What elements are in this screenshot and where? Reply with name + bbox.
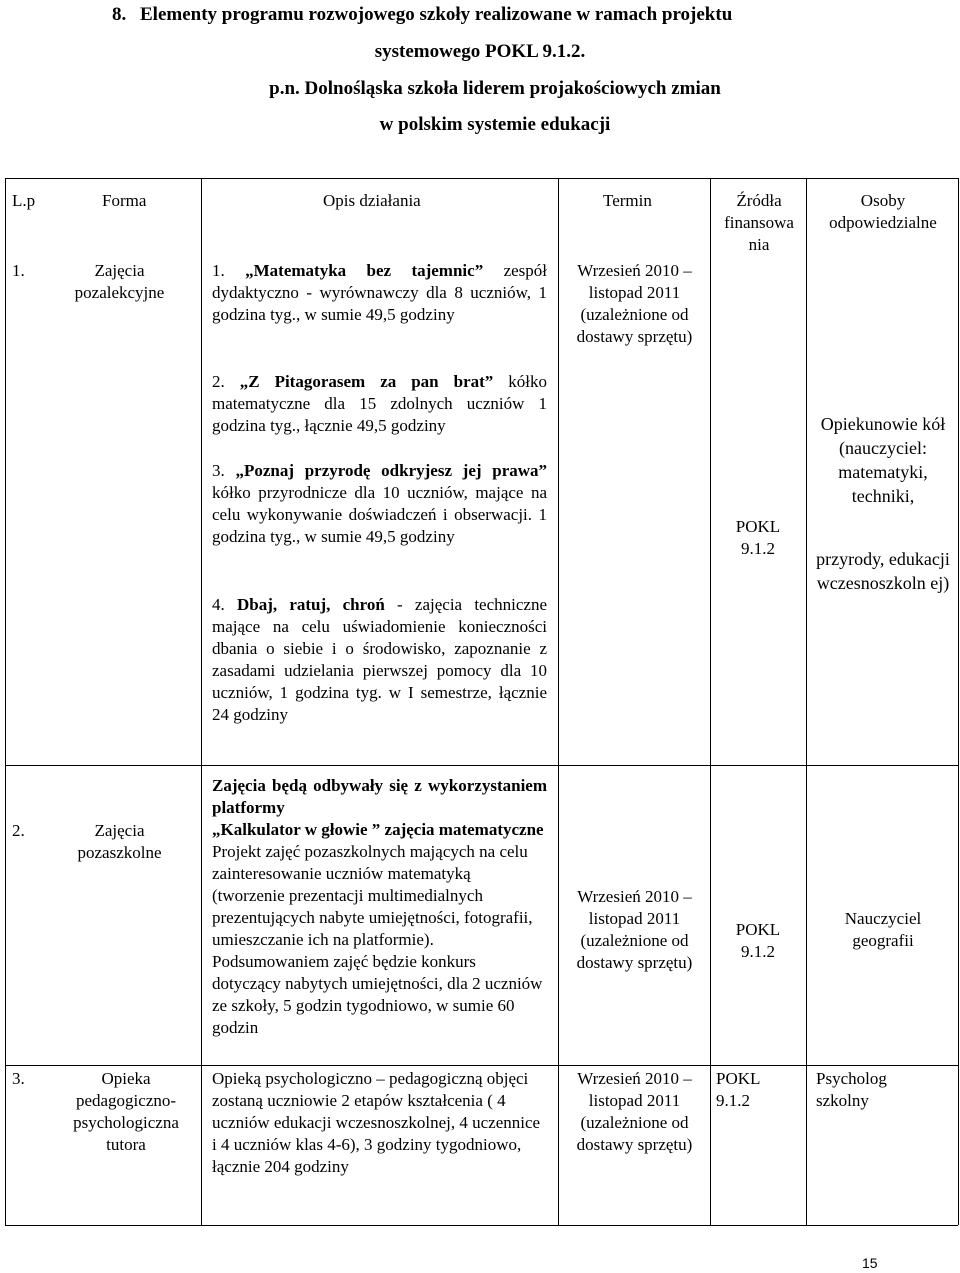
item-number: 1. bbox=[212, 261, 225, 280]
table-right-border bbox=[958, 178, 959, 1225]
row1-separator bbox=[5, 765, 958, 766]
section-number: 8. bbox=[112, 4, 127, 25]
row1-osoby-part1: Opiekunowie kół (nauczyciel: matematyki, techniki, bbox=[820, 414, 946, 506]
row2-separator bbox=[5, 1065, 958, 1066]
col-divider-osoby bbox=[806, 178, 807, 1225]
row2-osoby: Nauczyciel geografii bbox=[844, 909, 922, 950]
row3-forma: Opieka pedagogiczno-psychologiczna tutora bbox=[73, 1069, 179, 1154]
header-lp: L.p bbox=[12, 191, 36, 210]
item-text: kółko matematyczne dla 15 zdolnych uczniów 1 godzina tyg., łącznie 49,5 godziny bbox=[212, 372, 548, 435]
table-bottom-border bbox=[5, 1225, 958, 1226]
item-title: „Z Pitagorasem za pan brat” bbox=[239, 372, 494, 391]
row1-osoby-part2: przyrody, edukacji wczesnoszkoln ej) bbox=[816, 549, 950, 593]
row3-lp: 3. bbox=[12, 1069, 25, 1088]
section-title-line-3: p.n. Dolnośląska szkoła liderem projakościowych zmian bbox=[269, 78, 721, 99]
item-text: kółko przyrodnicze dla 10 uczniów, mające na celu wykonywanie doświadczeń i obserwacji. 1 godzina tyg., w sumie 49,5 godziny bbox=[212, 483, 547, 546]
item-title: Dbaj, ratuj, chroń bbox=[236, 595, 385, 614]
row2-description bbox=[212, 775, 547, 1039]
table-top-border bbox=[5, 178, 958, 179]
header-opis: Opis działania bbox=[323, 191, 421, 210]
row3-termin: Wrzesień 2010 – listopad 2011 (uzależnione od dostawy sprzętu) bbox=[576, 1069, 693, 1154]
row1-termin: Wrzesień 2010 – listopad 2011 (uzależnione od dostawy sprzętu) bbox=[576, 261, 693, 346]
item-title: „Matematyka bez tajemnic” bbox=[245, 261, 484, 280]
item-number: 2. bbox=[212, 372, 225, 391]
section-title-line-2: systemowego POKL 9.1.2. bbox=[374, 41, 586, 62]
row1-zrodla: POKL 9.1.2 bbox=[735, 517, 781, 558]
row2-termin: Wrzesień 2010 – listopad 2011 (uzależnione od dostawy sprzętu) bbox=[576, 887, 693, 972]
row2-forma: Zajęcia pozaszkolne bbox=[77, 821, 162, 862]
header-termin: Termin bbox=[603, 191, 652, 210]
col-divider-termin bbox=[558, 178, 559, 1225]
item-title: „Poznaj przyrodę odkryjesz jej prawa” bbox=[235, 461, 548, 480]
row1-item-4 bbox=[212, 594, 547, 726]
section-title-line-4: w polskim systemie edukacji bbox=[379, 114, 611, 135]
row3-osoby: Psycholog szkolny bbox=[816, 1069, 887, 1110]
row1-item-1 bbox=[212, 260, 547, 326]
page-number: 15 bbox=[862, 1255, 878, 1271]
row2-lp: 2. bbox=[12, 821, 25, 840]
row1-item-3 bbox=[212, 460, 547, 548]
row2-intro: Zajęcia będą odbywały się z wykorzystaniem platformy bbox=[212, 776, 547, 817]
row1-forma: Zajęcia pozalekcyjne bbox=[74, 261, 165, 302]
table-left-border bbox=[5, 178, 6, 1225]
row2-text: Projekt zajęć pozaszkolnych mających na celu zainteresowanie uczniów matematyką (tworzenie prezentacji multimedialnych prezentujących nabyte umiejętności, fotografii, umieszczanie ich na platformie). Podsumowaniem zajęć będzie konkurs dotyczący nabytych umiejętności, dla 2 uczniów ze szkoły, 5 godzin tygodniowo, w sumie 60 godzin bbox=[212, 842, 543, 1037]
col-divider-zrodla bbox=[710, 178, 711, 1225]
item-text: zespół dydaktyczno - wyrównawczy dla 8 uczniów, 1 godzina tyg., w sumie 49,5 godziny bbox=[212, 261, 548, 324]
section-title-line-1: Elementy programu rozwojowego szkoły realizowane w ramach projektu bbox=[140, 4, 733, 25]
row1-lp: 1. bbox=[12, 261, 25, 280]
item-text: - zajęcia techniczne mające na celu uświadomienie konieczności dbania o siebie i o środowisko, zapoznanie z zasadami udzielania pierwszej pomocy dla 10 uczniów, 1 godzina tyg. w I semestrze, łącznie 24 godziny bbox=[212, 595, 547, 724]
row1-item-2 bbox=[212, 371, 547, 437]
row3-zrodla: POKL 9.1.2 bbox=[716, 1069, 760, 1110]
col-divider-forma bbox=[201, 178, 202, 1225]
header-osoby: Osoby odpowiedzialne bbox=[829, 191, 937, 232]
item-number: 3. bbox=[212, 461, 225, 480]
row2-zrodla: POKL 9.1.2 bbox=[735, 920, 781, 961]
row3-description: Opieką psychologiczno – pedagogiczną objęci zostaną uczniowie 2 etapów kształcenia ( 4 uczniów edukacji wczesnoszkolnej, 4 uczennice i 4 uczniów klas 4-6), 3 godziny tygodniowo, łącznie 204 godziny bbox=[212, 1069, 541, 1176]
item-number: 4. bbox=[212, 595, 225, 614]
header-forma: Forma bbox=[102, 191, 147, 210]
row2-title: „Kalkulator w głowie ” zajęcia matematyczne bbox=[212, 820, 544, 839]
header-zrodla: Źródła finansowa nia bbox=[724, 191, 794, 254]
